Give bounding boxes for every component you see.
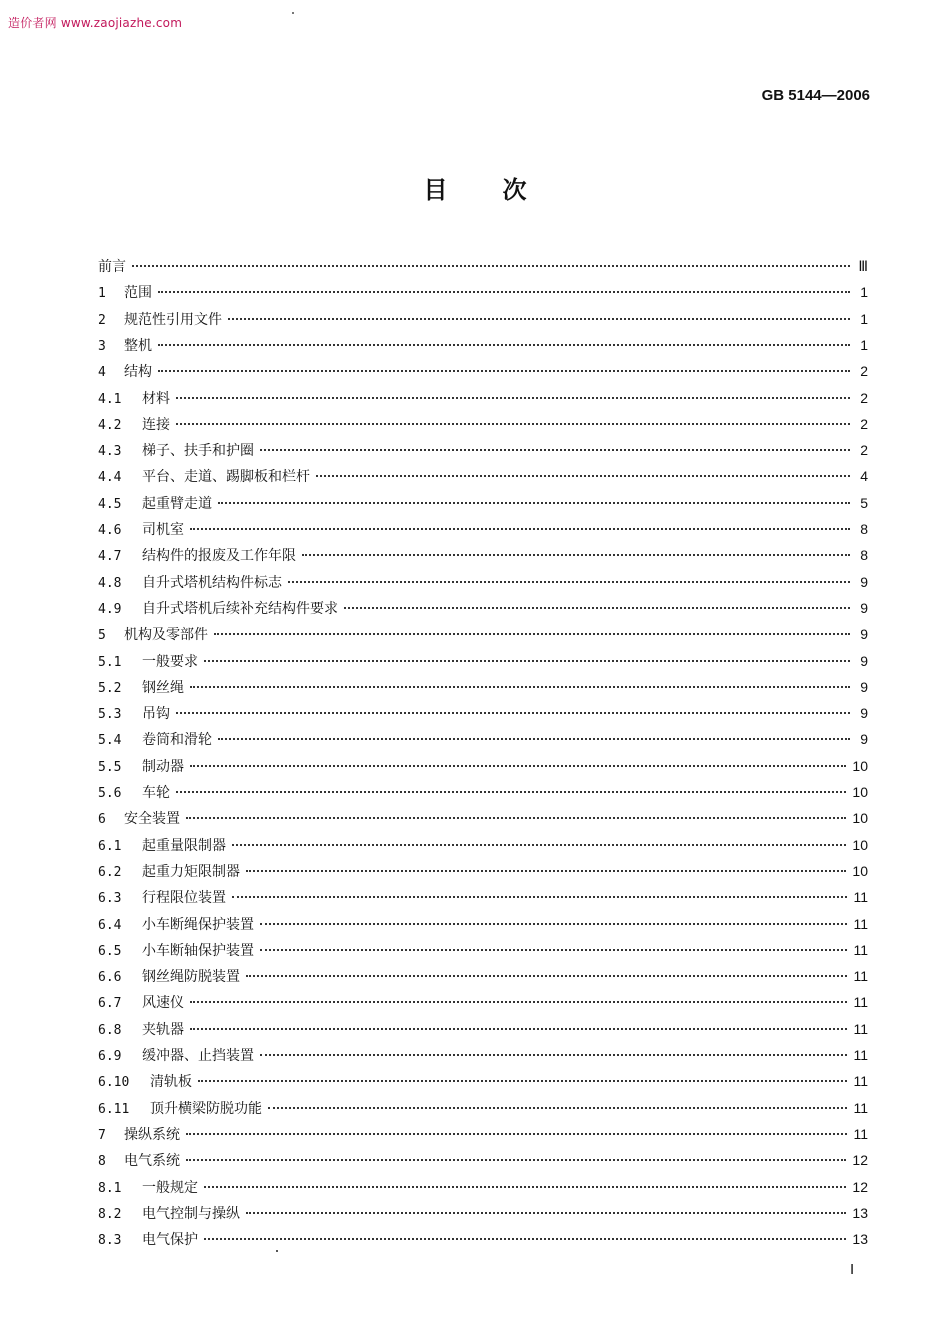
toc-entry-page: 10 — [852, 862, 868, 879]
toc-leader-dots — [190, 1001, 847, 1003]
toc-entry-label: 梯子、扶手和护圈 — [142, 443, 254, 460]
toc-entry-number: 4.6 — [98, 523, 122, 538]
toc-leader-dots — [260, 449, 850, 451]
page-title: 目次 — [423, 176, 582, 204]
toc-entry-label: 吊钩 — [142, 706, 170, 723]
toc-entry-number: 4.7 — [98, 549, 122, 565]
toc-entry-page: 2 — [860, 363, 868, 380]
toc-entry-number: 5.5 — [98, 759, 122, 775]
toc-entry-label: 起重力矩限制器 — [142, 863, 240, 880]
toc-entry-label: 起重臂走道 — [142, 495, 212, 512]
toc-leader-dots — [246, 1212, 846, 1214]
toc-leader-dots — [246, 870, 846, 872]
toc-entry-label: 一般要求 — [142, 653, 198, 670]
toc-entry-number: 4.8 — [98, 575, 122, 591]
toc-leader-dots — [176, 423, 850, 425]
toc-entry[interactable] — [98, 650, 868, 672]
toc-entry[interactable] — [98, 1202, 868, 1224]
toc-entry-label: 司机室 — [142, 522, 184, 538]
toc-entry[interactable] — [98, 439, 868, 461]
toc-entry-page: 10 — [852, 784, 868, 800]
toc-entry[interactable] — [98, 807, 868, 829]
toc-entry-page: 10 — [852, 810, 868, 827]
toc-leader-dots — [228, 318, 850, 320]
toc-entry-label: 平台、走道、踢脚板和栏杆 — [142, 469, 310, 486]
toc-entry-label: 小车断轴保护装置 — [142, 942, 254, 959]
toc-entry-number: 5.2 — [98, 680, 122, 696]
toc-entry-page: 11 — [853, 1020, 868, 1037]
toc-leader-dots — [132, 265, 850, 267]
toc-entry-number: 4 — [98, 365, 106, 381]
toc-entry[interactable] — [98, 1018, 868, 1040]
toc-entry[interactable] — [98, 623, 868, 645]
toc-entry[interactable] — [98, 465, 868, 487]
toc-leader-dots — [218, 738, 850, 740]
toc-entry-number: 6.11 — [98, 1101, 130, 1117]
toc-leader-dots — [232, 896, 847, 898]
toc-leader-dots — [204, 660, 850, 662]
toc-entry-page: 8 — [860, 521, 868, 537]
toc-entry-label: 电气系统 — [124, 1153, 180, 1170]
toc-entry-number: 8.3 — [98, 1233, 122, 1249]
toc-entry[interactable] — [98, 413, 868, 435]
toc-entry[interactable] — [98, 492, 868, 514]
toc-leader-dots — [190, 528, 850, 530]
toc-leader-dots — [204, 1238, 846, 1240]
toc-leader-dots — [246, 975, 847, 977]
toc-entry-number: 5.6 — [98, 786, 122, 801]
toc-entry-page: 11 — [853, 1073, 868, 1090]
toc-leader-dots — [260, 1054, 847, 1056]
watermark: 造价者网 www.zaojiazhe.com — [8, 16, 183, 30]
toc-entry-number: 6.4 — [98, 917, 122, 933]
toc-entry[interactable] — [98, 781, 868, 803]
toc-entry-number: 4.9 — [98, 601, 122, 617]
toc-entry-number: 5.4 — [98, 733, 122, 749]
toc-entry-page: Ⅲ — [858, 258, 868, 274]
toc-entry-label: 顶升横梁防脱功能 — [150, 1100, 262, 1117]
toc-entry-page: 11 — [853, 994, 868, 1011]
toc-entry-number: 6.5 — [98, 943, 122, 959]
toc-entry[interactable] — [98, 860, 868, 882]
toc-leader-dots — [158, 344, 850, 346]
toc-entry-number: 6.8 — [98, 1022, 122, 1038]
toc-entry-number: 6.1 — [98, 838, 122, 854]
toc-entry-number: 5.1 — [98, 654, 122, 670]
toc-entry[interactable] — [98, 1044, 868, 1066]
toc-entry[interactable] — [98, 913, 868, 935]
toc-entry[interactable] — [98, 702, 868, 724]
toc-entry-page: 4 — [860, 468, 868, 485]
toc-entry-label: 结构 — [124, 364, 152, 381]
toc-entry[interactable] — [98, 965, 868, 987]
toc-entry-label: 行程限位装置 — [142, 890, 226, 907]
toc-entry[interactable] — [98, 886, 868, 908]
toc-entry-number: 8 — [98, 1154, 106, 1170]
toc-entry[interactable] — [98, 991, 868, 1013]
toc-entry-number: 6 — [98, 812, 106, 828]
toc-entry-page: 11 — [853, 1099, 868, 1116]
toc-entry-page: 8 — [860, 547, 868, 564]
toc-entry-page: 13 — [852, 1204, 868, 1221]
standard-code: GB 5144—2006 — [761, 87, 870, 104]
toc-leader-dots — [190, 765, 846, 767]
toc-entry-page: 11 — [853, 968, 868, 985]
toc-entry-page: 13 — [852, 1231, 868, 1248]
toc-entry-number: 5 — [98, 628, 106, 644]
toc-entry-label: 夹轨器 — [142, 1021, 184, 1038]
toc-entry-number: 6.9 — [98, 1049, 122, 1064]
toc-leader-dots — [186, 1159, 846, 1161]
toc-leader-dots — [158, 370, 850, 372]
toc-entry-label: 车轮 — [142, 785, 170, 801]
toc-entry-page: 10 — [852, 836, 868, 853]
toc-entry[interactable] — [98, 728, 868, 750]
toc-leader-dots — [268, 1107, 847, 1109]
toc-entry-number: 4.2 — [98, 417, 122, 433]
toc-entry-page: 5 — [860, 494, 868, 511]
scan-speck — [276, 1250, 278, 1252]
toc-entry-label: 钢丝绳 — [142, 679, 184, 696]
toc-entry-page: 2 — [860, 389, 868, 406]
toc-entry-number: 6.3 — [98, 891, 122, 907]
toc-entry[interactable] — [98, 939, 868, 961]
toc-entry[interactable] — [98, 755, 868, 777]
toc-entry[interactable] — [98, 544, 868, 566]
toc-entry-label: 制动器 — [142, 758, 184, 775]
toc-entry-label: 风速仪 — [142, 995, 184, 1012]
toc-entry-page: 11 — [853, 1047, 868, 1063]
toc-entry-page: 2 — [860, 415, 868, 432]
toc-entry-label: 缓冲器、止挡装置 — [142, 1048, 254, 1064]
toc-entry-page: 11 — [853, 915, 868, 932]
toc-leader-dots — [186, 1133, 847, 1135]
toc-entry-number: 4.4 — [98, 470, 122, 486]
toc-entry-number: 5.3 — [98, 707, 122, 723]
toc-leader-dots — [260, 949, 847, 951]
toc-entry-label: 前言 — [98, 259, 126, 275]
toc-entry-label: 钢丝绳防脱装置 — [142, 969, 240, 986]
toc-entry-number: 2 — [98, 312, 106, 328]
toc-entry-label: 连接 — [142, 416, 170, 433]
toc-entry-label: 整机 — [124, 337, 152, 354]
toc-entry[interactable] — [98, 1176, 868, 1198]
toc-leader-dots — [344, 607, 850, 609]
toc-entry[interactable] — [98, 571, 868, 593]
toc-entry[interactable] — [98, 1228, 868, 1250]
toc-entry-page: 2 — [860, 442, 868, 459]
toc-entry-number: 6.6 — [98, 970, 122, 986]
toc-entry[interactable] — [98, 308, 868, 330]
toc-leader-dots — [260, 923, 847, 925]
toc-entry[interactable] — [98, 255, 868, 277]
toc-entry-page: 12 — [852, 1178, 868, 1195]
toc-leader-dots — [232, 844, 846, 846]
toc-entry-number: 8.2 — [98, 1206, 122, 1222]
toc-entry-page: 11 — [853, 1125, 868, 1142]
toc-leader-dots — [316, 475, 850, 477]
toc-entry-number: 4.3 — [98, 444, 122, 460]
toc-entry-label: 材料 — [142, 390, 170, 407]
toc-entry-label: 安全装置 — [124, 811, 180, 828]
toc-entry-page: 9 — [860, 678, 868, 695]
toc-entry-page: 9 — [860, 626, 868, 643]
toc-entry-page: 10 — [852, 757, 868, 774]
toc-entry-page: 9 — [860, 731, 868, 748]
toc-entry[interactable] — [98, 1123, 868, 1145]
toc-entry-page: 11 — [853, 889, 868, 906]
toc-entry-label: 操纵系统 — [124, 1126, 180, 1143]
toc-leader-dots — [190, 1028, 847, 1030]
toc-entry-label: 起重量限制器 — [142, 837, 226, 854]
toc-leader-dots — [190, 686, 850, 688]
toc-entry-page: 1 — [860, 284, 868, 301]
toc-entry-label: 结构件的报废及工作年限 — [142, 548, 296, 565]
toc-leader-dots — [204, 1186, 846, 1188]
toc-leader-dots — [288, 581, 850, 583]
toc-entry[interactable] — [98, 360, 868, 382]
toc-entry-page: 9 — [860, 573, 868, 590]
page-number: Ⅰ — [850, 1263, 855, 1278]
toc-leader-dots — [214, 633, 850, 635]
toc-entry-label: 电气控制与操纵 — [142, 1205, 240, 1222]
toc-entry-label: 一般规定 — [142, 1179, 198, 1196]
toc-entry-page: 9 — [860, 599, 868, 616]
toc-entry[interactable] — [98, 334, 868, 356]
toc-entry-number: 6.2 — [98, 864, 122, 880]
toc-entry[interactable] — [98, 1149, 868, 1171]
toc-entry-label: 机构及零部件 — [124, 627, 208, 644]
toc-entry[interactable] — [98, 1070, 868, 1092]
toc-entry-page: 1 — [860, 310, 868, 327]
toc-entry-label: 范围 — [124, 285, 152, 302]
toc-leader-dots — [218, 502, 850, 504]
toc-entry-page: 9 — [860, 652, 868, 669]
toc-leader-dots — [176, 791, 846, 793]
toc-leader-dots — [198, 1080, 847, 1082]
toc-entry[interactable] — [98, 1097, 868, 1119]
toc-entry-number: 3 — [98, 338, 106, 354]
toc-entry[interactable] — [98, 834, 868, 856]
toc-entry-number: 6.7 — [98, 996, 122, 1012]
toc-entry-page: 1 — [860, 336, 868, 353]
toc-entry-number: 8.1 — [98, 1180, 122, 1196]
toc-leader-dots — [176, 397, 850, 399]
toc-entry[interactable] — [98, 518, 868, 540]
toc-entry-page: 12 — [852, 1152, 868, 1169]
toc-entry-label: 电气保护 — [142, 1232, 198, 1249]
toc-entry-page: 9 — [860, 705, 868, 722]
toc-leader-dots — [302, 554, 850, 556]
toc-entry-label: 卷筒和滑轮 — [142, 732, 212, 749]
toc-leader-dots — [186, 817, 846, 819]
toc-entry-page: 11 — [853, 941, 868, 958]
toc-entry[interactable] — [98, 597, 868, 619]
toc-entry-number: 4.1 — [98, 391, 122, 407]
toc-entry-number: 6.10 — [98, 1075, 130, 1091]
toc-entry-label: 自升式塔机结构件标志 — [142, 574, 282, 591]
toc-entry[interactable] — [98, 387, 868, 409]
toc-leader-dots — [158, 291, 850, 293]
scan-speck — [292, 12, 294, 14]
toc-entry[interactable] — [98, 281, 868, 303]
toc-entry[interactable] — [98, 676, 868, 698]
toc-entry-label: 小车断绳保护装置 — [142, 916, 254, 933]
toc-entry-label: 清轨板 — [150, 1074, 192, 1091]
toc-entry-number: 1 — [98, 286, 106, 302]
toc-leader-dots — [176, 712, 850, 714]
toc-entry-number: 7 — [98, 1127, 106, 1143]
toc-entry-label: 规范性引用文件 — [124, 311, 222, 328]
toc-entry-label: 自升式塔机后续补充结构件要求 — [142, 600, 338, 617]
toc-entry-number: 4.5 — [98, 496, 122, 512]
